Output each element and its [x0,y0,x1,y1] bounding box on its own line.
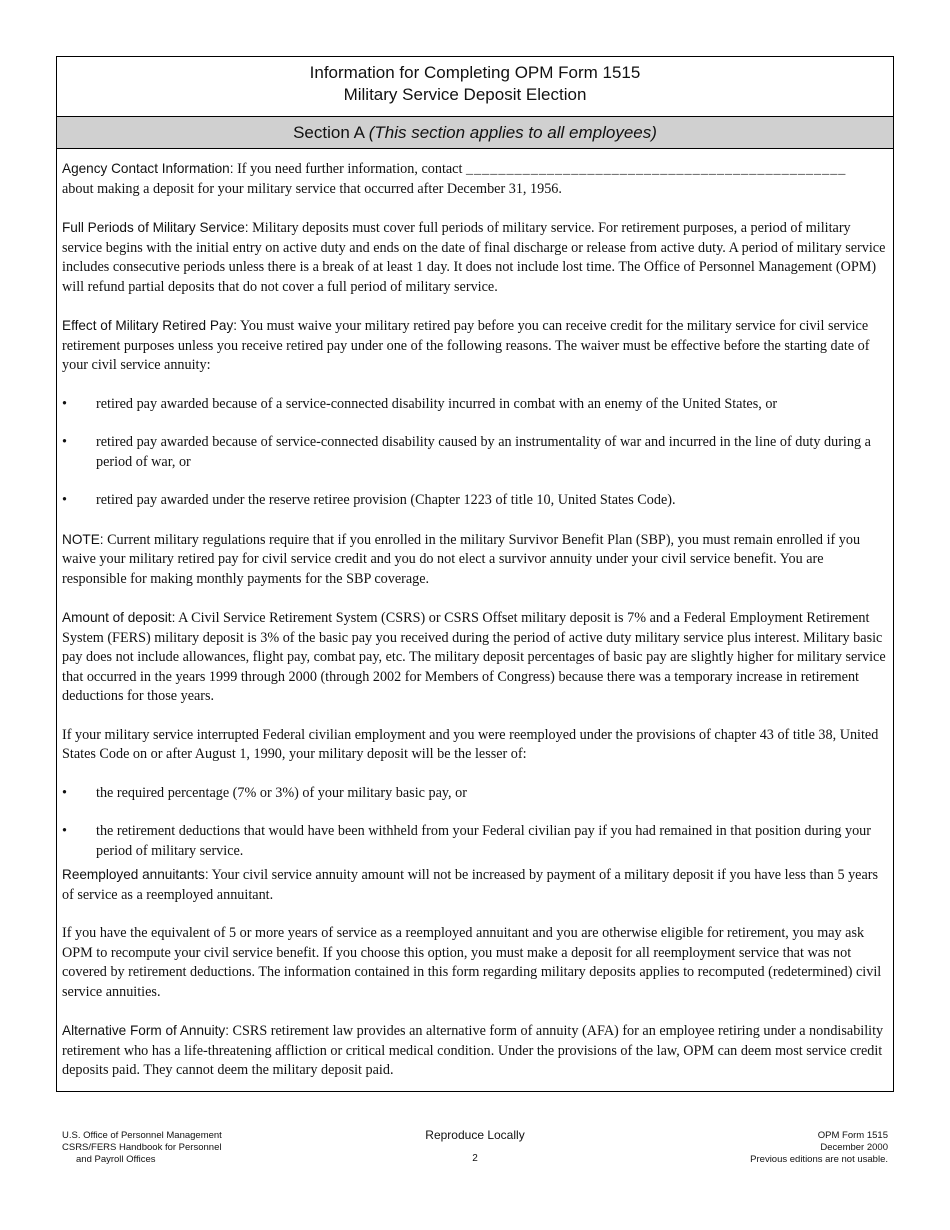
reemployed-text-2: If you have the equivalent of 5 or more years of service as a reemployed annuitant and you are otherwise eligible for retirement, you may ask OPM to recompute your civil service benefit. If you choose this option, you must make a deposit for all reemployment service that was not covered by retirement deductions. The information contained in this form regarding military deposits applies to recomputed (redetermined) civil service annuities. [62,925,882,1000]
bullet-text: retired pay awarded because of service-connected disability caused by an instrumentality of war and incurred in the line of duty during a period of war, or [96,434,871,470]
section-label: Section A [293,123,364,142]
alternative-text: CSRS retirement law provides an alternative form of annuity (AFA) for an employee retiring under a nondisability retirement who has a life-threatening affliction or critical medical condition. Under the provisions of the law, OPM can deem most service credit deposits paid. They cannot deem the military deposit paid. [62,1023,884,1078]
bullet-icon: • [62,823,67,839]
note-paragraph [62,530,887,590]
full-periods-text: Military deposits must cover full periods of military service. For retirement purposes, a period of military service begins with the initial entry on active duty and ends on the date of final discharge or release from active duty. A period of military service includes consecutive periods unless there is a break of at least 1 day. It does not include lost time. The Office of Personnel Management (OPM) will refund partial deposits that do not cover a full period of military service. [62,220,886,295]
reemployed-paragraph [62,865,887,905]
bullet-icon: • [62,784,67,801]
form-number: OPM Form 1515 [817,1130,888,1141]
editions-notice: Previous editions are not usable. [750,1154,888,1165]
retired-pay-paragraph [62,316,887,376]
footer-handbook-cont: and Payroll Offices [76,1154,156,1165]
retired-pay-lead: Effect of Military Retired Pay: [62,318,238,333]
interrupted-text: If your military service interrupted Federal civilian employment and you were reemployed under the provisions of chapter 43 of title 38, United States Code on or after August 1, 1990, your military deposit will be the lesser of: [62,726,879,762]
bullet-text: the retirement deductions that would have been withheld from your Federal civilian pay if you had remained in that position during your period of military service. [96,823,871,859]
reemployed-lead: Reemployed annuitants: [62,867,209,882]
note-text: Current military regulations require that if you enrolled in the military Survivor Benefit Plan (SBP), you must remain enrolled if you waive your military retired pay for civil service credit and you do not elect a survivor annuity under your civil service benefit. You are responsible for making monthly payments for the SBP coverage. [62,531,861,587]
form-box [56,56,894,1092]
amount-paragraph [62,608,887,707]
list-item [62,395,887,415]
footer-left [62,1130,222,1166]
form-date: December 2000 [820,1142,888,1153]
agency-contact-paragraph [62,159,887,199]
retired-pay-text: You must waive your military retired pay before you can receive credit for the military service for civil service retirement purposes unless you receive retired pay under one of the following reasons. The waiver must be effective before the starting date of your civil service annuity: [62,318,870,373]
footer-center [375,1128,575,1166]
full-periods-lead: Full Periods of Military Service: [62,220,249,235]
note-lead: NOTE: [62,531,104,547]
amount-text: A Civil Service Retirement System (CSRS) or CSRS Offset military deposit is 7% and a Federal Employment Retirement System (FERS) military deposit is 3% of the basic pay you received during the period of active duty military service plus interest. Military basic pay does not include allowances, flight pay, combat pay, etc. The military deposit percentages of basic pay are slightly higher for military service that occurred in the years 1999 through 2000 (through 2002 for Members of Congress) because there was a temporary increase in retirement deductions for those years. [62,610,886,704]
amount-lead: Amount of deposit: [62,610,176,625]
interrupted-paragraph [62,726,887,765]
footer-agency: U.S. Office of Personnel Management [62,1130,222,1141]
reemployed-paragraph-2 [62,924,887,1002]
agency-contact-lead: Agency Contact Information: [62,161,234,176]
title-block [57,57,893,117]
form-title: Information for Completing OPM Form 1515 [309,63,641,82]
page-number: 2 [472,1153,478,1164]
reemployed-text: Your civil service annuity amount will not be increased by payment of a military deposit if you have less than 5 years of service as a reemployed annuitant. [62,867,879,903]
contact-blank-line: _______________________________________________ [465,161,847,177]
instructions-content [57,149,893,1081]
footer-handbook: CSRS/FERS Handbook for Personnel [62,1142,222,1153]
bullet-icon: • [62,434,67,450]
list-item [62,491,887,511]
footer-right [750,1130,888,1166]
form-subtitle: Military Service Deposit Election [343,85,587,104]
list-item [62,433,887,472]
alternative-paragraph [62,1021,887,1081]
agency-contact-text-after: about making a deposit for your military service that occurred after December 31, 1956. [62,180,562,197]
section-note: (This section applies to all employees) [368,123,657,142]
section-a-header [57,117,893,149]
bullet-text: retired pay awarded because of a service-connected disability incurred in combat with an enemy of the United States, or [96,395,778,412]
bullet-text: the required percentage (7% or 3%) of your military basic pay, or [96,784,467,801]
list-item [62,784,887,804]
bullet-icon: • [62,492,67,508]
bullet-icon: • [62,395,67,412]
full-periods-paragraph [62,218,887,297]
reproduce-notice: Reproduce Locally [425,1128,525,1142]
alternative-lead: Alternative Form of Annuity: [62,1023,229,1038]
agency-contact-text: If you need further information, contact [233,161,466,177]
bullet-text: retired pay awarded under the reserve retiree provision (Chapter 1223 of title 10, United States Code). [96,492,676,508]
list-item [62,822,887,861]
